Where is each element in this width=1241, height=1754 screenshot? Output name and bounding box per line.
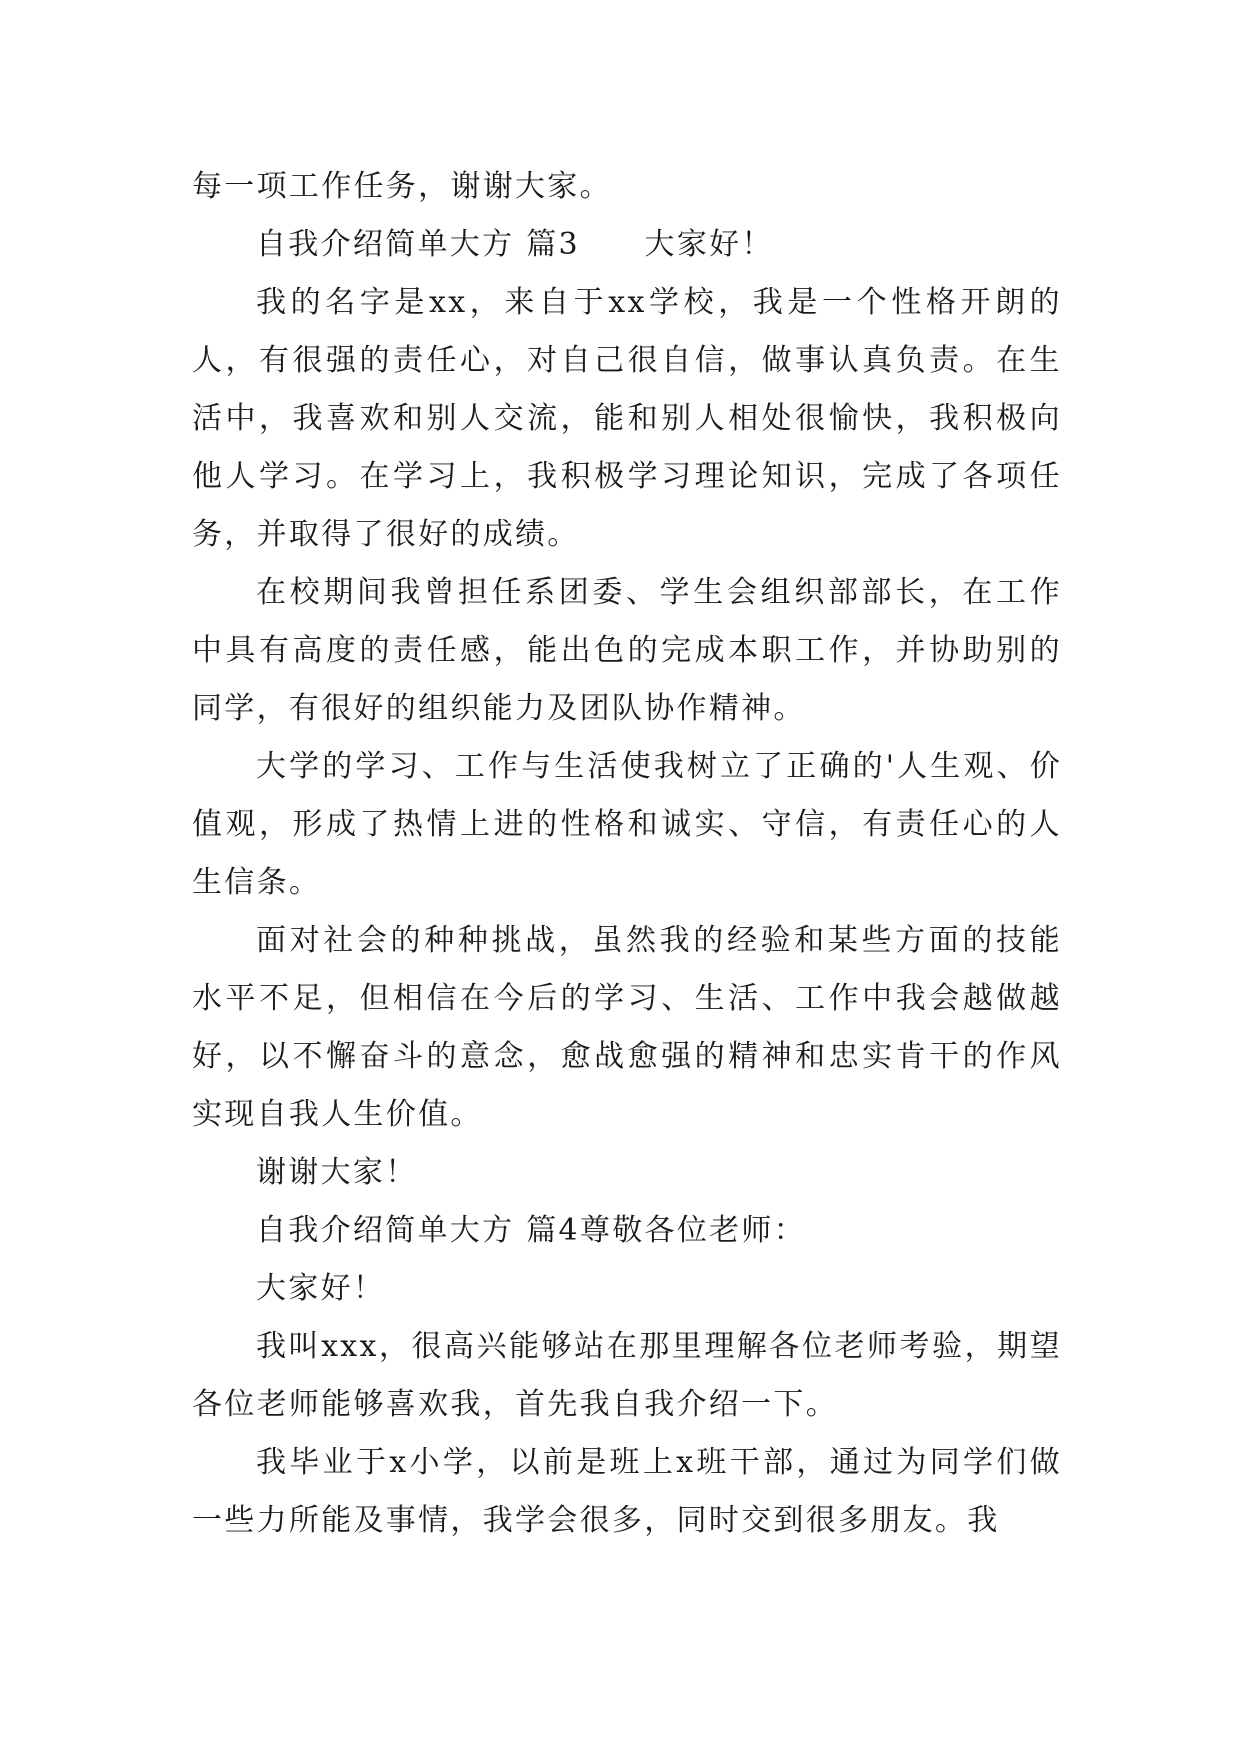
paragraph: 我的名字是xx，来自于xx学校，我是一个性格开朗的人，有很强的责任心，对自己很自信，做事认真负责。在生活中，我喜欢和别人交流，能和别人相处很愉快，我积极向他人学习。在学习上，我积极学习理论知识，完成了各项任务，并取得了很好的成绩。 <box>192 285 1062 552</box>
paragraph: 每一项工作任务，谢谢大家。 <box>192 169 612 204</box>
paragraph: 我毕业于x小学，以前是班上x班干部，通过为同学们做一些力所能及事情，我学会很多，同时交到很多朋友。我 <box>192 1445 1062 1538</box>
paragraph: 我叫xxx，很高兴能够站在那里理解各位老师考验，期望各位老师能够喜欢我，首先我自我介绍一下。 <box>192 1329 1062 1422</box>
paragraph: 大家好！ <box>256 1271 386 1306</box>
paragraph: 在校期间我曾担任系团委、学生会组织部部长，在工作中具有高度的责任感，能出色的完成本职工作，并协助别的同学，有很好的组织能力及团队协作精神。 <box>192 575 1062 726</box>
document-body <box>192 158 1062 1550</box>
paragraph: 谢谢大家！ <box>256 1155 418 1190</box>
paragraph: 大学的学习、工作与生活使我树立了正确的'人生观、价值观，形成了热情上进的性格和诚实、守信，有责任心的人生信条。 <box>192 749 1062 900</box>
paragraph: 面对社会的种种挑战，虽然我的经验和某些方面的技能水平不足，但相信在今后的学习、生活、工作中我会越做越好，以不懈奋斗的意念，愈战愈强的精神和忠实肯干的作风实现自我人生价值。 <box>192 923 1062 1132</box>
section-heading-4: 自我介绍简单大方 篇4尊敬各位老师： <box>256 1213 807 1248</box>
section-heading-3: 自我介绍简单大方 篇3 大家好！ <box>256 227 774 262</box>
